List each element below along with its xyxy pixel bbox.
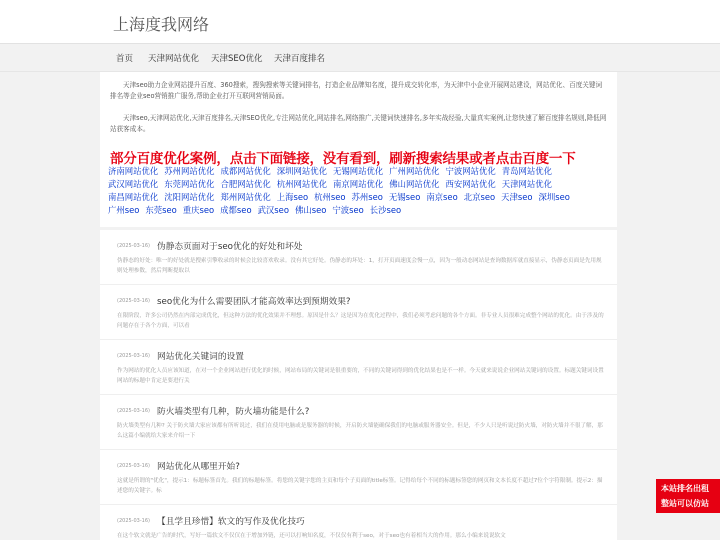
site-title[interactable]: 上海度我网络 (113, 15, 210, 34)
article-date: (2025-03-16) (117, 463, 150, 469)
case-link[interactable]: 南京网站优化 (333, 179, 384, 189)
article-date: (2025-03-16) (117, 353, 150, 359)
article-excerpt: 伪静态的好处：唯一的好处就是搜索引擎收录的时候会比较喜欢收录。没有其它好处。伪静态的坏处：1，打开页面速度会慢一点，因为一般动态网站是查询数据库就直接显示，伪静态页面是先用规则处理参数，然后判断提取以 (117, 258, 602, 274)
case-link[interactable]: 宁波seo (332, 205, 364, 215)
case-link[interactable]: 深圳网站优化 (276, 166, 327, 176)
article-title-link[interactable]: 【且学且珍惜】软文的写作及优化技巧 (157, 517, 305, 527)
rental-badge-line-2: 整站可以仿站 (661, 499, 709, 508)
case-link[interactable]: 青岛网站优化 (501, 166, 552, 176)
case-link[interactable]: 苏州seo (351, 192, 383, 202)
case-link-list (108, 165, 610, 217)
case-link[interactable]: 宁波网站优化 (445, 166, 496, 176)
article-excerpt: 防火墙类型有几种? 关于防火墙大家应该都有所听说过，我们在使用电脑或是服务器的时候，开启防火墙能确保我们的电脑或服务器安全。但是，不少人只是听说过防火墙，对防火墙并不很了解，那么这篇小编就给大家来介绍一下 (117, 423, 603, 439)
case-link[interactable]: 深圳seo (538, 192, 570, 202)
article-item (100, 450, 617, 505)
case-link[interactable]: 天津网站优化 (501, 179, 552, 189)
case-link[interactable]: 成都网站优化 (220, 166, 271, 176)
case-link[interactable]: 天津seo (501, 192, 533, 202)
case-link[interactable]: 无锡seo (388, 192, 421, 202)
article-title-link[interactable]: 伪静态页面对于seo优化的好处和坏处 (157, 242, 303, 252)
intro-panel (100, 72, 617, 227)
article-excerpt: 这就是所谓的"优化"，提示1：标题标签首先。我们的标题标签。将您的关键字您的主页和每个子页面的title标签。记得给每个不同的标题标签您的网页和文本长度不超过7位个字符限制。提示2：描述您的关键字。标 (117, 478, 603, 494)
rental-badge[interactable] (656, 479, 720, 513)
case-link[interactable]: 无锡网站优化 (333, 166, 384, 176)
case-link[interactable]: 北京seo (463, 192, 496, 202)
article-item (100, 340, 617, 395)
case-heading: 部分百度优化案例，点击下面链接，没有看到，刷新搜索结果或者点击百度一下 (110, 151, 576, 167)
case-link[interactable]: 合肥网站优化 (220, 179, 271, 189)
intro-paragraph-2: 天津seo,天津网站优化,天津百度排名,天津SEO优化,专注网站优化,网站排名,网络推广,关键词快速排名,多年实战经验,大量真实案例,让您快速了解百度排名规则,降低网站获客成本。 (110, 114, 607, 133)
case-link[interactable]: 东莞seo (145, 205, 177, 215)
header-bar (0, 0, 720, 44)
case-link[interactable]: 杭州seo (314, 192, 346, 202)
main-nav (0, 44, 720, 72)
case-link[interactable]: 南京seo (426, 192, 458, 202)
case-link[interactable]: 东莞网站优化 (164, 179, 215, 189)
case-link[interactable]: 郑州网站优化 (220, 192, 271, 202)
article-date: (2025-03-16) (117, 243, 150, 249)
case-link[interactable]: 上海seo (276, 192, 309, 202)
case-link[interactable]: 成都seo (220, 205, 252, 215)
article-excerpt: 在这个软文就是广告的时代，写好一篇软文不仅仅在于增加外链，还可以打响知名度，不仅仅有利于seo，对于seo也有着相当大的作用。那么小编来说说软文 (117, 533, 506, 539)
case-link[interactable]: 广州网站优化 (389, 166, 440, 176)
nav-item-tianjin-site-optimization[interactable]: 天津网站优化 (148, 54, 200, 64)
case-link[interactable]: 沈阳网站优化 (164, 192, 215, 202)
nav-item-tianjin-seo[interactable]: 天津SEO优化 (211, 54, 263, 64)
article-title-link[interactable]: seo优化为什么需要团队才能高效率达到预期效果? (157, 297, 351, 307)
article-item (100, 285, 617, 340)
article-title-link[interactable]: 网站优化关键词的设置 (157, 352, 244, 362)
nav-item-tianjin-baidu-ranking[interactable]: 天津百度排名 (274, 54, 326, 64)
article-date: (2025-03-16) (117, 408, 150, 414)
article-item (100, 395, 617, 450)
case-link[interactable]: 西安网站优化 (445, 179, 496, 189)
intro-paragraph-1: 天津seo助力企业网站提升百度、360搜索，搜狗搜索等关键词排名，打造企业品牌知名度，提升成交转化率，为天津中小企业开展网站建设，网站优化、百度关键词排名等企业seo营销推广服务,帮助企业打开互联网营销局面。 (110, 81, 603, 100)
rental-badge-line-1: 本站排名出租 (661, 484, 709, 493)
case-link[interactable]: 杭州网站优化 (276, 179, 327, 189)
article-date: (2025-03-16) (117, 298, 150, 304)
article-excerpt: 在限阶段，许多公司仍然在内部完成优化，但这种方法的优化效果并不理想。原因是什么？这是因为在优化过程中，我们必须考虑问题的各个方面。非专业人员很难完成整个网站的优化。由于涉及的问题存在于各个方面，可以看 (117, 313, 604, 329)
case-link[interactable]: 武汉seo (257, 205, 289, 215)
article-item (100, 230, 617, 285)
case-link[interactable]: 长沙seo (369, 205, 402, 215)
case-link[interactable]: 武汉网站优化 (108, 179, 159, 189)
nav-item-home[interactable]: 首页 (116, 54, 134, 64)
case-link[interactable]: 广州seo (108, 205, 140, 215)
case-link[interactable]: 苏州网站优化 (164, 166, 215, 176)
case-link[interactable]: 南昌网站优化 (108, 192, 159, 202)
case-link[interactable]: 重庆seo (182, 205, 215, 215)
article-date: (2025-03-16) (117, 518, 150, 524)
article-item (100, 505, 617, 540)
article-excerpt: 作为网站的优化人员应该知道，在对一个企业网站进行优化的时候，网站布局的关键词是很重要的，不同的关键词得到的优化结果也是不一样。今天就来说说企业网站关键词的设置。标题关键词设置网站的标题中肯定是要进行关 (117, 368, 604, 384)
article-title-link[interactable]: 防火墙类型有几种，防火墙功能是什么? (157, 407, 310, 417)
case-link[interactable]: 佛山seo (294, 205, 327, 215)
case-link[interactable]: 济南网站优化 (108, 166, 159, 176)
case-link[interactable]: 佛山网站优化 (389, 179, 440, 189)
article-title-link[interactable]: 网站优化从哪里开始? (157, 462, 240, 472)
article-list (100, 230, 617, 540)
